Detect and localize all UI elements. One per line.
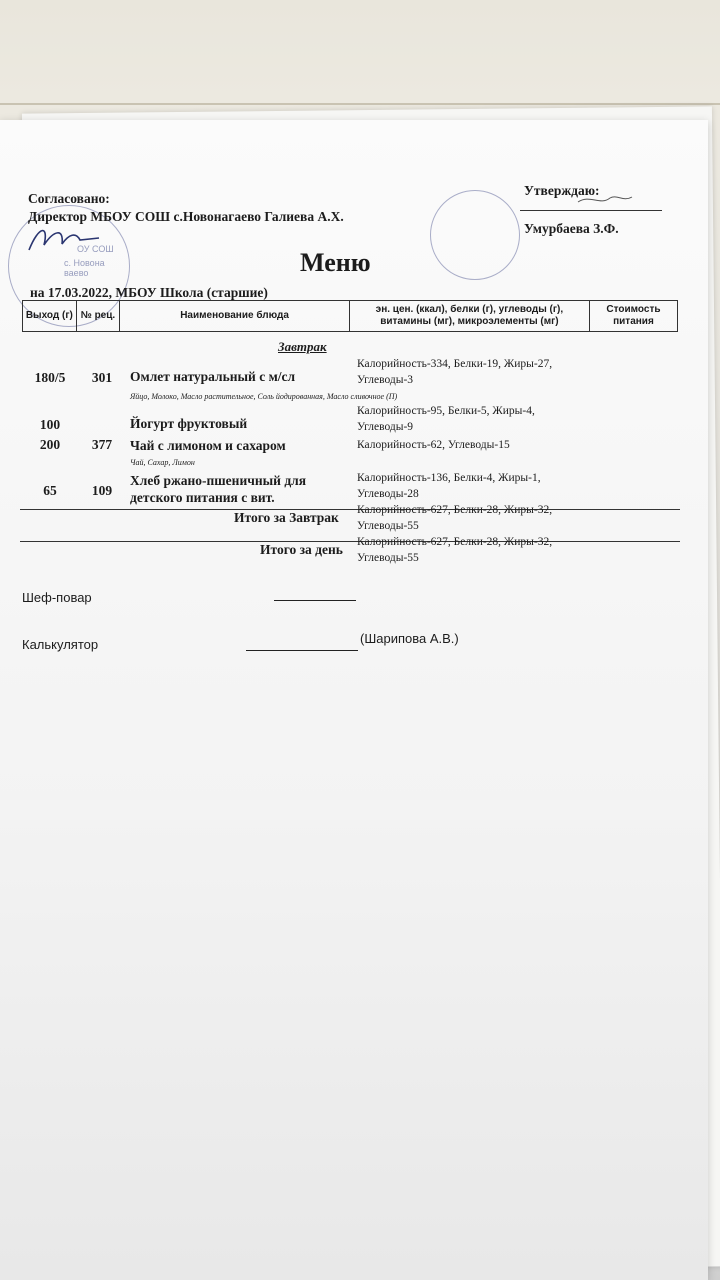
row-ingredients: Чай, Сахар, Лимон [130, 458, 195, 467]
director-signature-icon [24, 220, 104, 260]
row-dish: Йогурт фруктовый [130, 416, 248, 431]
row-dish: Чай с лимоном и сахаром [130, 438, 286, 453]
row-yield: 200 [39, 437, 61, 452]
row-yield: 100 [39, 417, 61, 432]
row-recipe: 301 [91, 370, 113, 385]
row-yield: 180/5 [34, 370, 66, 385]
row-recipe: 109 [91, 483, 113, 498]
total-breakfast-value: Калорийность-627, Белки-28, Жиры-32, Углеводы-55 [357, 504, 553, 532]
row-nutrition: Калорийность-62, Углеводы-15 [357, 439, 510, 451]
chef-label: Шеф-повар [22, 590, 92, 605]
col-recipe: № рец. [76, 301, 120, 332]
stamp-right [430, 190, 520, 280]
col-dish: Наименование блюда [120, 301, 350, 332]
approve-signature-line [520, 210, 662, 211]
page-title: Меню [300, 248, 371, 277]
agreed-block [28, 190, 344, 226]
row-dish-line-2: детского питания с вит. [130, 490, 275, 505]
calculator-label: Калькулятор [22, 637, 99, 652]
total-day-label: Итого за день [260, 542, 343, 557]
approve-title: Утверждаю: [524, 183, 600, 198]
approve-person: Умурбаева З.Ф. [524, 221, 619, 236]
menu-subtitle: на 17.03.2022, МБОУ Школа (старшие) [30, 285, 268, 300]
row-dish: Омлет натуральный с м/сл [130, 369, 296, 384]
meal-name: Завтрак [278, 339, 327, 354]
menu-table-header [22, 300, 678, 332]
stamp-left-text-2: с. Новона ваево [64, 258, 105, 278]
calculator-name: (Шарипова А.В.) [360, 631, 459, 646]
row-nutrition: Калорийность-136, Белки-4, Жиры-1, Углеводы-28 [357, 472, 541, 500]
row-nutrition: Калорийность-334, Белки-19, Жиры-27, Углеводы-3 [357, 358, 553, 386]
menu-document [0, 120, 708, 1280]
agreed-person: Директор МБОУ СОШ с.Новонагаево Галиева А.Х. [28, 209, 344, 224]
row-yield: 65 [43, 483, 57, 498]
col-cost: Стоимость питания [589, 301, 677, 332]
total-breakfast-label: Итого за Завтрак [234, 510, 339, 525]
agreed-title: Согласовано: [28, 191, 110, 206]
col-nutrition: эн. цен. (ккал), белки (г), углеводы (г), витамины (мг), микроэлементы (мг) [349, 301, 589, 332]
row-recipe: 377 [91, 437, 113, 452]
wall-seam [0, 103, 720, 105]
row-dish-line-1: Хлеб ржано-пшеничный для [130, 473, 307, 488]
total-day-value: Калорийность-627, Белки-28, Жиры-32, Углеводы-55 [357, 536, 553, 564]
chef-signature-line [274, 600, 356, 601]
col-yield: Выход (г) [23, 301, 77, 332]
stamp-left-text: ОУ СОШ [77, 244, 114, 254]
row-nutrition: Калорийность-95, Белки-5, Жиры-4, Углеводы-9 [357, 405, 535, 433]
calculator-signature-line [246, 650, 358, 651]
row-ingredients: Яйцо, Молоко, Масло растительное, Соль йодированная, Масло сливочное (П) [130, 392, 398, 401]
